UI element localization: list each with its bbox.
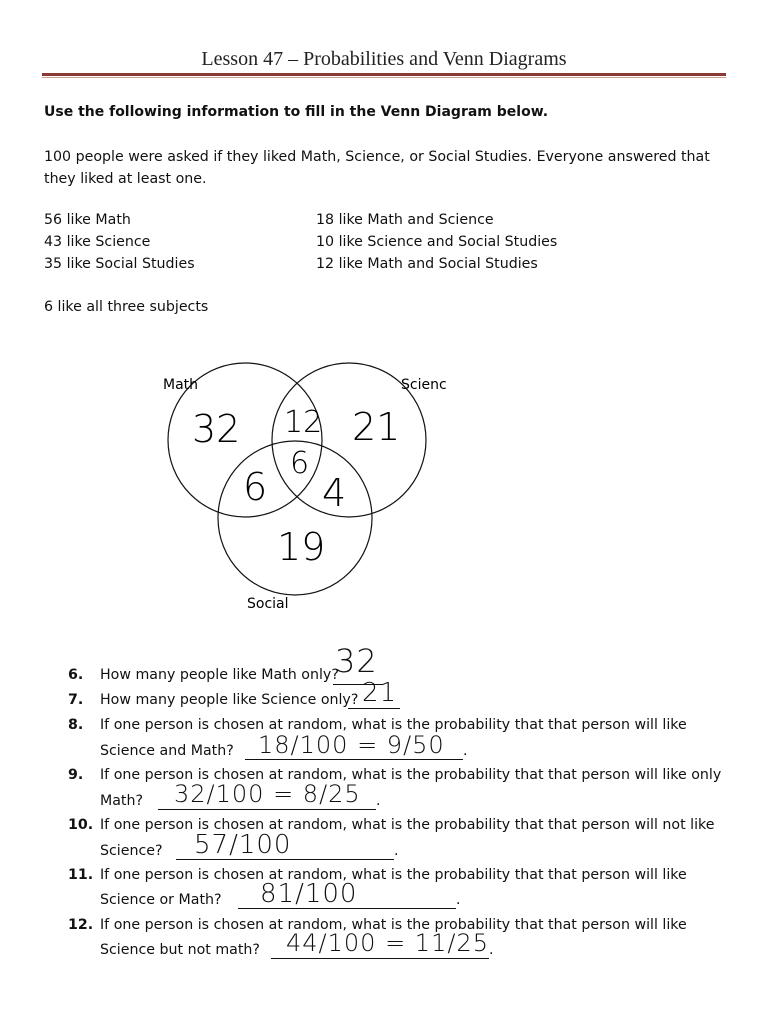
region-science-social: 4 <box>322 471 347 515</box>
handwritten-answer: 21 <box>362 678 398 708</box>
fact-science-social: 10 like Science and Social Studies <box>316 234 558 250</box>
social-label: Social <box>247 596 289 612</box>
region-all-three: 6 <box>290 446 310 481</box>
answer-line <box>271 958 489 959</box>
question-text-cont: Science? <box>100 843 163 859</box>
handwritten-answer: 32 <box>335 642 378 680</box>
question-text-cont: Science or Math? <box>100 892 222 908</box>
page-title: Lesson 47 – Probabilities and Venn Diagrams <box>201 48 567 70</box>
question-text: If one person is chosen at random, what is the probability that that person will like only <box>100 767 722 783</box>
question-number: 7. <box>68 692 84 708</box>
fact-social: 35 like Social Studies <box>44 256 195 272</box>
question-number: 6. <box>68 667 84 683</box>
title-rule-thin <box>42 77 726 78</box>
question-number: 9. <box>68 767 84 783</box>
question-text: If one person is chosen at random, what is the probability that that person will not like <box>100 817 715 833</box>
region-math-only: 32 <box>192 407 241 451</box>
question-text: How many people like Science only? <box>100 692 359 708</box>
math-label: Math <box>163 377 199 393</box>
region-math-science: 12 <box>284 405 323 440</box>
instructions-paragraph: 100 people were asked if they liked Math, Science, or Social Studies. Everyone answered that they liked at least one. <box>44 149 710 187</box>
question-text: If one person is chosen at random, what is the probability that that person will like <box>100 917 687 933</box>
question-text: How many people like Math only? <box>100 667 339 683</box>
handwritten-answer: 32/100 = 8/25 <box>174 780 361 808</box>
instructions-heading: Use the following information to fill in the Venn Diagram below. <box>44 104 549 120</box>
question-number: 8. <box>68 717 84 733</box>
title-rule <box>42 73 726 76</box>
question-number: 10. <box>68 817 94 833</box>
answer-line <box>245 759 463 760</box>
handwritten-answer: 44/100 = 11/25 <box>286 929 489 957</box>
answer-line <box>158 809 376 810</box>
answer-line <box>348 708 400 709</box>
fact-math-science: 18 like Math and Science <box>316 212 494 228</box>
question-text-cont: Science but not math? <box>100 942 260 958</box>
region-science-only: 21 <box>352 405 401 449</box>
handwritten-answer: 81/100 <box>260 879 358 909</box>
fact-all-three: 6 like all three subjects <box>44 299 209 315</box>
question-number: 11. <box>68 867 94 883</box>
venn-diagram <box>150 360 450 620</box>
fact-science: 43 like Science <box>44 234 151 250</box>
question-text: If one person is chosen at random, what is the probability that that person will like <box>100 717 687 733</box>
question-text-cont: Math? <box>100 793 144 809</box>
handwritten-answer: 18/100 = 9/50 <box>258 731 445 759</box>
question-text-cont: Science and Math? <box>100 743 234 759</box>
fact-math: 56 like Math <box>44 212 131 228</box>
question-number: 12. <box>68 917 94 933</box>
science-label: Scienc <box>401 377 447 393</box>
region-math-social: 6 <box>243 465 268 509</box>
region-social-only: 19 <box>277 525 326 569</box>
handwritten-answer: 57/100 <box>194 830 292 860</box>
fact-math-social: 12 like Math and Social Studies <box>316 256 538 272</box>
question-text: If one person is chosen at random, what is the probability that that person will like <box>100 867 687 883</box>
